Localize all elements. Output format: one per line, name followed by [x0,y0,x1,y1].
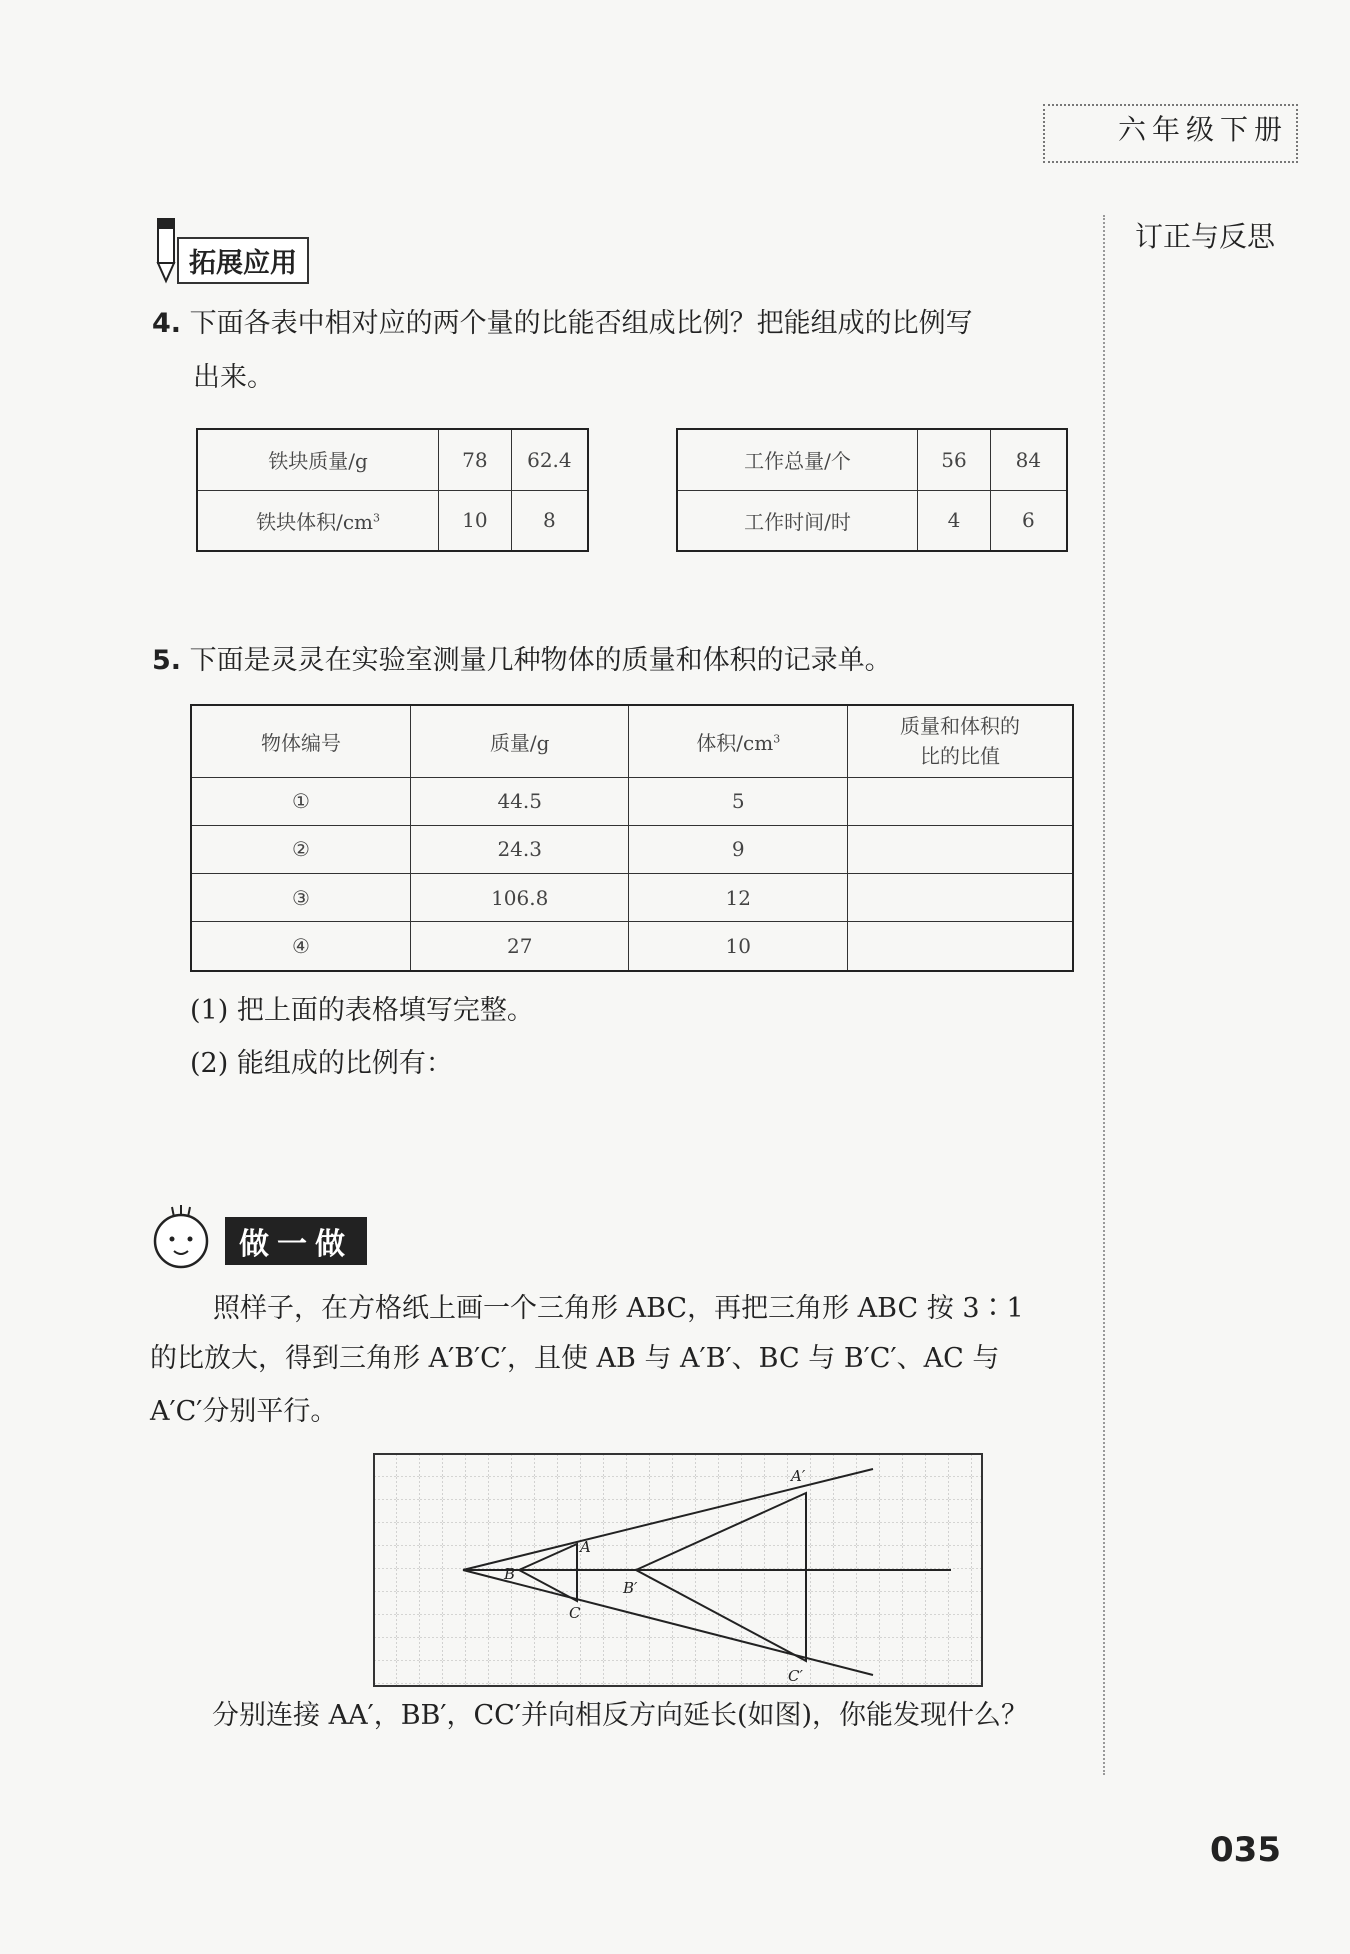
question-4 [152,298,1082,350]
iron-table [196,428,589,552]
table-cell: 工作总量/个 [677,429,918,490]
activity-question: 分别连接 AA′，BB′，CC′并向相反方向延长(如图)，你能发现什么？ [212,1700,1029,1731]
vertex-label: A′ [791,1467,806,1485]
answer-cell[interactable] [848,777,1073,825]
vertex-label: B′ [623,1579,638,1597]
column-header [848,705,1073,777]
triangle-figure [373,1453,983,1689]
table-cell: 10 [439,490,512,551]
table-cell: 106.8 [410,874,629,922]
question-5 [152,635,892,687]
question-4-continued: 出来。 [193,362,274,393]
table-cell: ② [191,825,410,873]
table-cell: 12 [629,874,848,922]
table-cell: 工作时间/时 [677,490,918,551]
table-cell: ③ [191,874,410,922]
table-cell: 6 [990,490,1067,551]
table-cell: 9 [629,825,848,873]
table-cell: 铁块质量/g [197,429,439,490]
margin-divider [1103,215,1105,1775]
table-cell: 5 [629,777,848,825]
vertex-label: B [504,1565,516,1583]
work-table [676,428,1068,552]
question-number: 4. [152,308,182,339]
measurement-table [190,704,1074,972]
table-cell: 78 [439,429,512,490]
vertex-label: C [569,1604,581,1622]
vertex-label: A [580,1538,591,1556]
table-cell: 8 [511,490,588,551]
table-cell: 62.4 [511,429,588,490]
answer-cell[interactable] [848,825,1073,873]
table-cell: 27 [410,922,629,971]
column-header: 质量/g [410,705,629,777]
table-cell: 24.3 [410,825,629,873]
activity-text: A′C′分别平行。 [150,1396,338,1427]
table-cell [197,490,439,551]
table-cell: 56 [918,429,991,490]
cell-label: 铁块体积/cm [256,509,373,534]
column-header: 物体编号 [191,705,410,777]
superscript: 3 [373,511,380,525]
answer-cell[interactable] [848,874,1073,922]
header-label: 体积/cm [696,730,774,755]
table-cell: ① [191,777,410,825]
face-icon [150,1205,212,1271]
question-number: 5. [152,645,182,676]
column-header [629,705,848,777]
activity-text: 的比放大，得到三角形 A′B′C′，且使 AB 与 A′B′、BC 与 B′C′、AC 与 [150,1343,1000,1374]
table-cell: ④ [191,922,410,971]
table-cell: 4 [918,490,991,551]
table-cell: 44.5 [410,777,629,825]
question-text: 下面是灵灵在实验室测量几种物体的质量和体积的记录单。 [189,645,892,676]
question-text: 下面各表中相对应的两个量的比能否组成比例？把能组成的比例写 [189,308,973,339]
section-badge-do-it: 做一做 [225,1217,367,1265]
activity-text: 照样子，在方格纸上画一个三角形 ABC，再把三角形 ABC 按 3∶1 [213,1293,1024,1324]
question-5-part-1: (1) 把上面的表格填写完整。 [190,995,534,1026]
table-cell: 10 [629,922,848,971]
correction-title: 订正与反思 [1135,220,1276,253]
table-row [191,874,1073,922]
question-5-part-2: (2) 能组成的比例有： [190,1048,453,1079]
table-cell: 84 [990,429,1067,490]
page-number: 035 [1210,1830,1281,1870]
header-line: 质量和体积的 [900,714,1021,739]
header-line: 比的比值 [920,744,1001,769]
table-row [191,825,1073,873]
table-row [191,777,1073,825]
superscript: 3 [773,732,781,746]
table-row [191,922,1073,971]
grade-label: 六年级下册 [1110,108,1296,148]
vertex-label: C′ [788,1667,803,1685]
section-badge-extension: 拓展应用 [177,237,309,284]
answer-cell[interactable] [848,922,1073,971]
